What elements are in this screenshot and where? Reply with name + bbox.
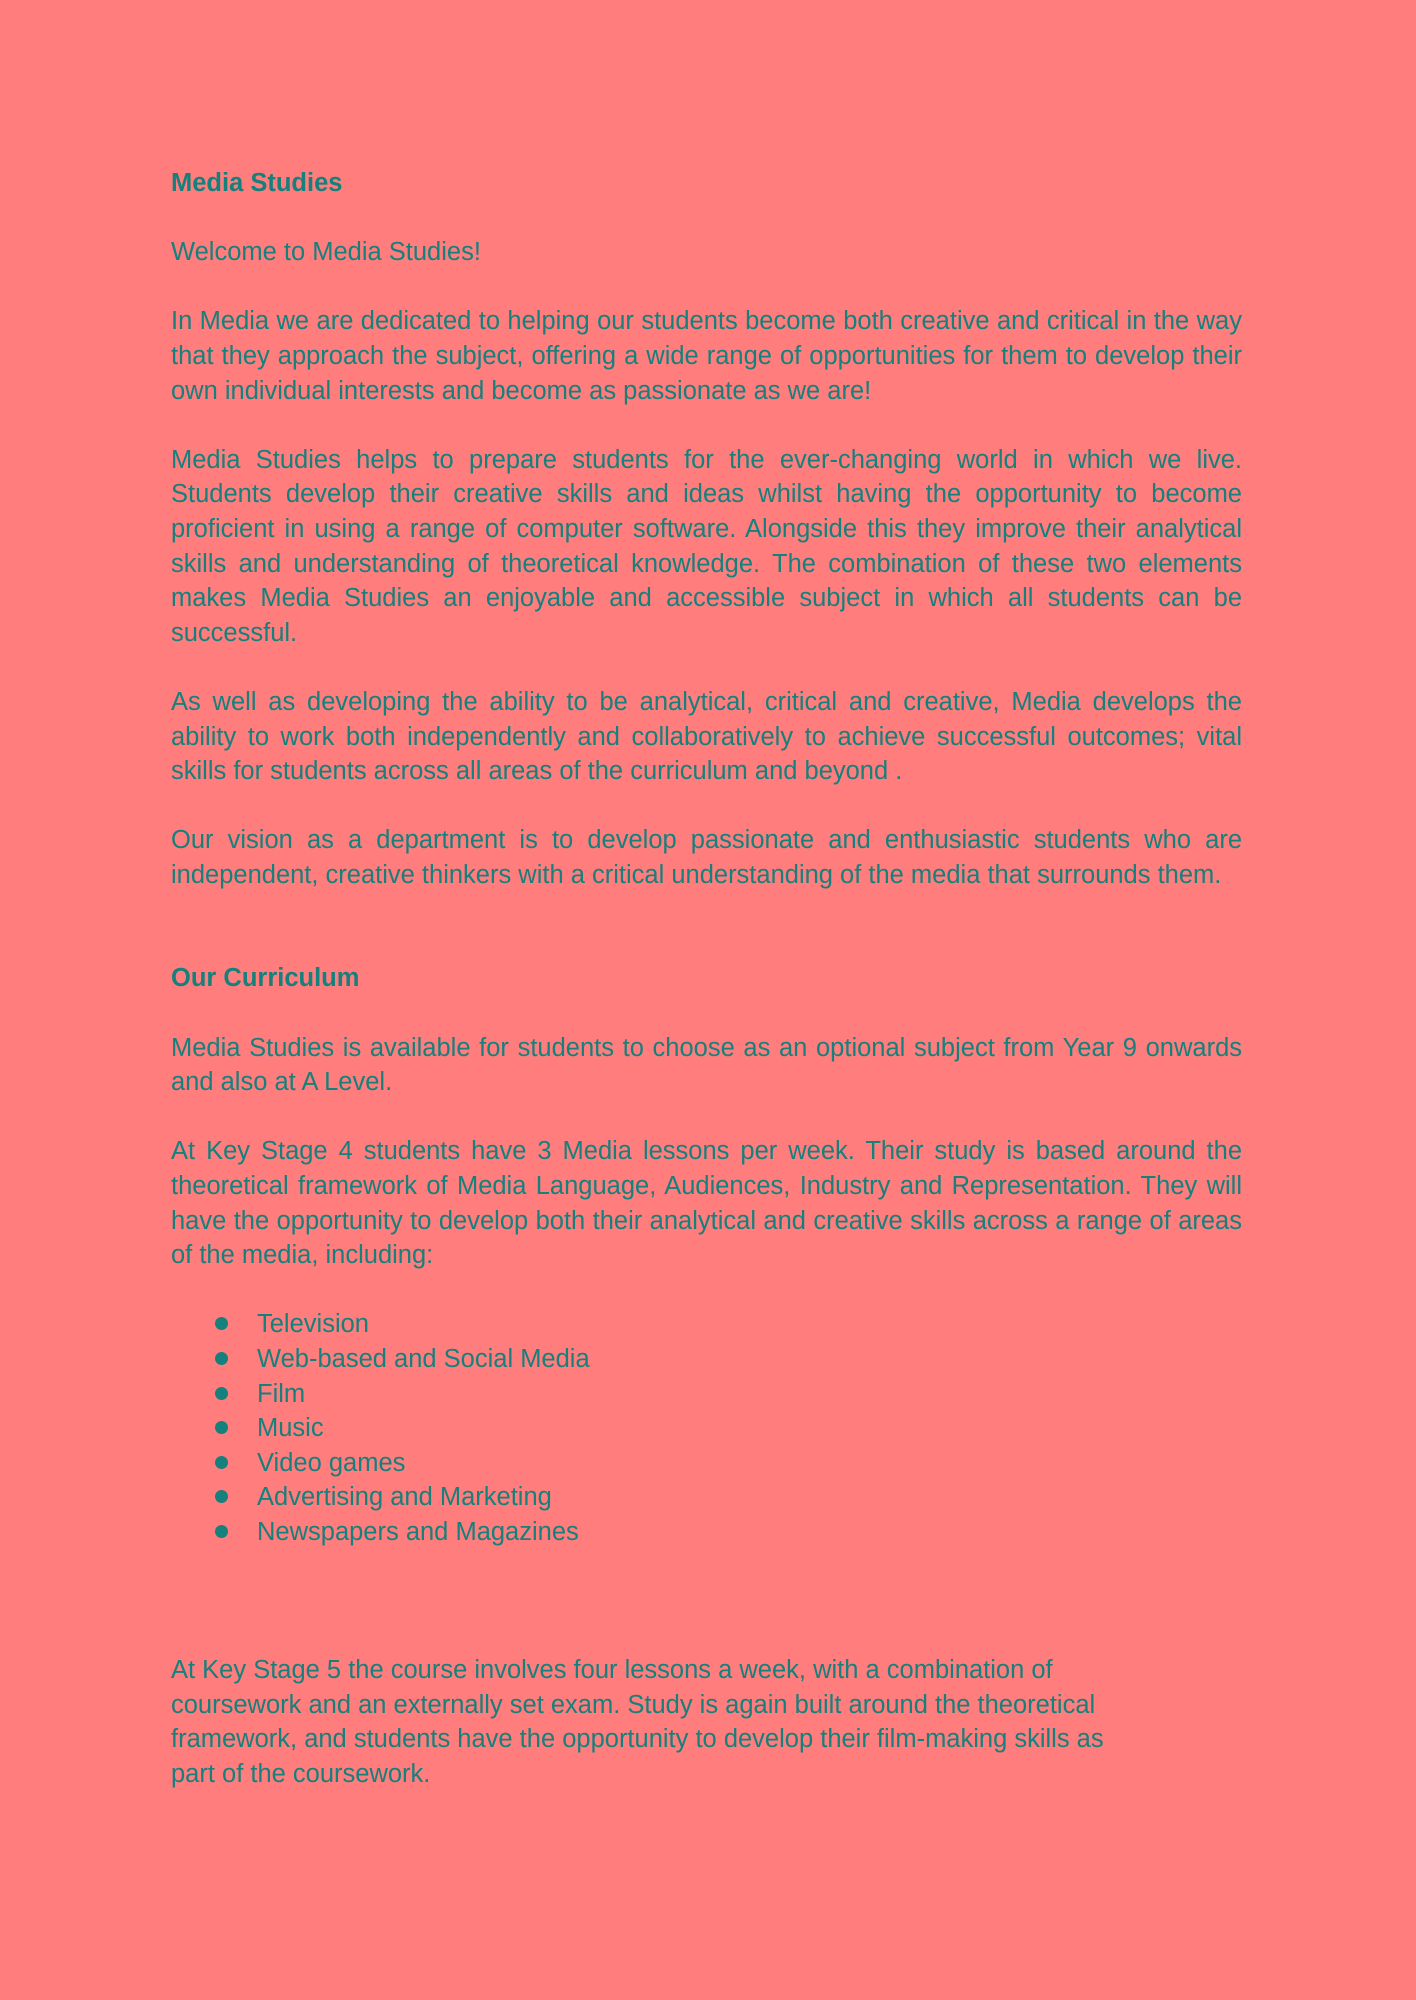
availability-paragraph: Media Studies is available for students to choose as an optional subject from Year 9 onwards and also at A Level. [171,1033,1242,1097]
intro-paragraph: Media Studies helps to prepare students for the ever-changing world in which we live. Students develop their creative skills and ideas whilst having the opportunity to become proficient in using a range of computer software. Alongside this they improve their analytical skills and understanding of theoretical knowledge. The combination of these two elements makes Media Studies an enjoyable and accessible subject in which all students can be successful. [171,445,1242,647]
bullet-icon [215,1352,228,1365]
topics-list [171,1307,1242,1549]
bullet-icon [215,1525,228,1538]
ks4-paragraph: At Key Stage 4 students have 3 Media lessons per week. Their study is based around the theoretical framework of Media Language, Audiences, Industry and Representation. They will have the opportunity to develop both their analytical and creative skills across a range of areas of the media, including: [171,1137,1242,1270]
list-item [215,1377,1242,1412]
welcome-text: Welcome to Media Studies! [171,238,481,267]
list-item-label: Television [257,1310,369,1339]
document-content [171,166,1242,1792]
list-item-label: Newspapers and Magazines [257,1517,579,1546]
bullet-icon [215,1421,228,1434]
list-item-label: Film [257,1379,306,1408]
page-title: Media Studies [171,169,343,197]
curriculum-heading: Our Curriculum [171,964,360,993]
list-item [215,1446,1242,1481]
bullet-icon [215,1490,228,1503]
list-item-label: Music [257,1414,324,1443]
vision-paragraph: Our vision as a department is to develop passionate and enthusiastic students who are independent, creative thinkers with a critical understanding of the media that surrounds them. [171,826,1242,889]
list-item [215,1342,1242,1377]
bullet-icon [215,1387,228,1400]
intro-paragraph: In Media we are dedicated to helping our students become both creative and critical in the way that they approach the subject, offering a wide range of opportunities for them to develop their own individual interests and become as passionate as we are! [171,307,1242,405]
list-item [215,1411,1242,1446]
list-item-label: Video games [257,1448,406,1477]
ks5-paragraph: At Key Stage 5 the course involves four lessons a week, with a combination of coursework and an externally set exam. Study is again built around the theoretical framework, and students have the opportunity to develop their film-making skills as part of the coursework. [171,1656,1104,1788]
list-item-label: Advertising and Marketing [257,1483,552,1512]
bullet-icon [215,1317,228,1330]
intro-paragraph: As well as developing the ability to be analytical, critical and creative, Media develops the ability to work both independently and collaboratively to achieve successful outcomes; vital skills for students across all areas of the curriculum and beyond . [171,687,1242,786]
bullet-icon [215,1456,228,1469]
list-item [215,1515,1242,1550]
list-item [215,1480,1242,1515]
list-item-label: Web-based and Social Media [257,1345,590,1373]
list-item [215,1307,1242,1342]
